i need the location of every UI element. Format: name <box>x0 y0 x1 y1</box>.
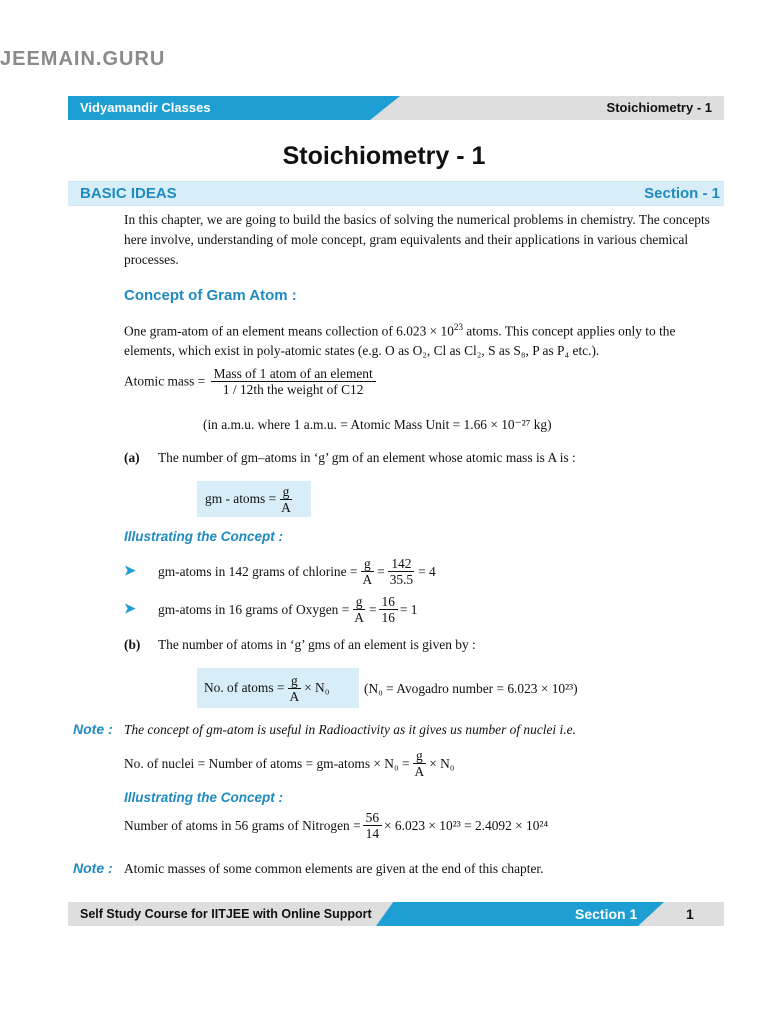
concept-text-1-tail: atoms. This concept applies only to the <box>462 323 676 339</box>
point-b-label: (b) <box>124 637 141 652</box>
example-result: = 4 <box>418 563 436 579</box>
example-chlorine: ➤ gm-atoms in 142 grams of chlorine = $\frac{g}{A}$ = $\frac{142}{35.5}$ = 4 <box>124 556 436 587</box>
atomic-mass-formula <box>124 366 378 397</box>
nuclei-equation <box>124 748 454 779</box>
fraction-den: A <box>362 572 373 587</box>
concept-heading: Concept of Gram Atom : <box>124 287 297 304</box>
example-text: gm-atoms in 16 grams of Oxygen = <box>158 601 350 617</box>
concept-paragraph <box>124 317 724 361</box>
atomic-mass-fraction <box>211 366 376 397</box>
formula-no-of-atoms <box>197 668 359 708</box>
section-name: BASIC IDEAS <box>80 185 177 202</box>
nuclei-num: g <box>413 748 426 764</box>
formula-b-lhs: No. of atoms = <box>204 680 285 695</box>
fraction-den: 35.5 <box>389 572 414 587</box>
footer-course: Self Study Course for IITJEE with Online Support <box>80 907 372 921</box>
formula-b-tail: × N₀ <box>304 680 330 695</box>
atomic-mass-numerator: Mass of 1 atom of an element <box>211 366 376 382</box>
bullet-arrow-icon: ➤ <box>124 602 136 617</box>
formula-a-lhs: gm - atoms = <box>205 491 277 506</box>
nitrogen-den: 14 <box>365 826 380 841</box>
fraction-den: A <box>354 610 364 625</box>
fraction-num: 16 <box>379 594 398 610</box>
example-result: = 1 <box>399 601 418 617</box>
concept-exponent: 23 <box>453 322 463 332</box>
formula-b-den: A <box>289 688 300 704</box>
nitrogen-num: 56 <box>363 810 382 826</box>
nuclei-fraction <box>412 748 428 779</box>
note-label-1: Note : <box>73 721 113 737</box>
illustrating-heading-1: Illustrating the Concept : <box>124 529 284 544</box>
formula-a-fraction <box>278 484 294 515</box>
example-fraction-1 <box>359 556 375 587</box>
formula-a-den: A <box>281 499 291 515</box>
section-label: Section - 1 <box>644 185 720 202</box>
avogadro-note: (N₀ = Avogadro number = 6.023 × 10²³) <box>364 681 578 696</box>
nuclei-den: A <box>414 764 425 779</box>
note-label-2: Note : <box>73 860 113 876</box>
fraction-num: g <box>353 594 366 610</box>
formula-b-fraction <box>286 673 302 704</box>
nitrogen-fraction <box>363 810 382 841</box>
nitrogen-tail: × 6.023 × 10²³ = 2.4092 × 10²⁴ <box>384 817 549 833</box>
fraction-num: 142 <box>388 556 414 572</box>
note-text-2: Atomic masses of some common elements are given at the end of this chapter. <box>124 861 544 876</box>
atomic-mass-label: Atomic mass = <box>124 373 206 389</box>
page-title: Stoichiometry - 1 <box>282 142 486 170</box>
example-fraction-2 <box>379 594 398 625</box>
note-text-1: The concept of gm-atom is useful in Radioactivity as it gives us number of nuclei i.e. <box>124 722 576 737</box>
fraction-num: g <box>361 556 374 572</box>
formula-b-num: g <box>288 673 301 689</box>
nitrogen-lhs: Number of atoms in 56 grams of Nitrogen = <box>124 817 361 833</box>
nuclei-lhs: No. of nuclei = Number of atoms = gm-atoms × N₀ = <box>124 755 410 771</box>
page-number: 1 <box>686 906 694 922</box>
concept-text-2: elements, which exist in poly-atomic states (e.g. O as O₂, Cl as Cl₂, S as S₈, P as P₄ etc.). <box>124 343 600 359</box>
atomic-mass-denominator: 1 / 12th the weight of C12 <box>222 382 364 397</box>
formula-a-num: g <box>280 484 293 500</box>
amu-note: (in a.m.u. where 1 a.m.u. = Atomic Mass Unit = 1.66 × 10⁻²⁷ kg) <box>203 417 552 432</box>
example-fraction-2 <box>387 556 416 587</box>
footer-section: Section 1 <box>575 906 638 922</box>
point-b-text: The number of atoms in ‘g’ gms of an element is given by : <box>158 637 476 652</box>
example-text: gm-atoms in 142 grams of chlorine = <box>158 563 358 579</box>
header-chapter: Stoichiometry - 1 <box>606 100 712 115</box>
example-fraction-1 <box>351 594 367 625</box>
concept-text-1: One gram-atom of an element means collection of 6.023 × 10 <box>124 323 454 339</box>
header-institute: Vidyamandir Classes <box>80 100 211 115</box>
bullet-arrow-icon: ➤ <box>124 564 136 579</box>
formula-gm-atoms <box>197 481 311 517</box>
nuclei-tail: × N₀ <box>429 755 455 771</box>
point-a-label: (a) <box>124 450 140 465</box>
example-oxygen: ➤ gm-atoms in 16 grams of Oxygen = $\frac{g}{A}$ = $\frac{16}{16}$ = 1 <box>124 594 418 625</box>
point-a-text: The number of gm–atoms in ‘g’ gm of an element whose atomic mass is A is : <box>158 450 576 465</box>
watermark: JEEMAIN.GURU <box>0 48 166 70</box>
nitrogen-equation <box>124 810 548 841</box>
illustrating-heading-2: Illustrating the Concept : <box>124 790 284 805</box>
intro-paragraph: In this chapter, we are going to build the basics of solving the numerical problems in chemistry. The concepts here involve, understanding of mole concept, gram equivalents and their applications in various chemical processes. <box>124 212 710 267</box>
fraction-den: 16 <box>381 610 395 625</box>
